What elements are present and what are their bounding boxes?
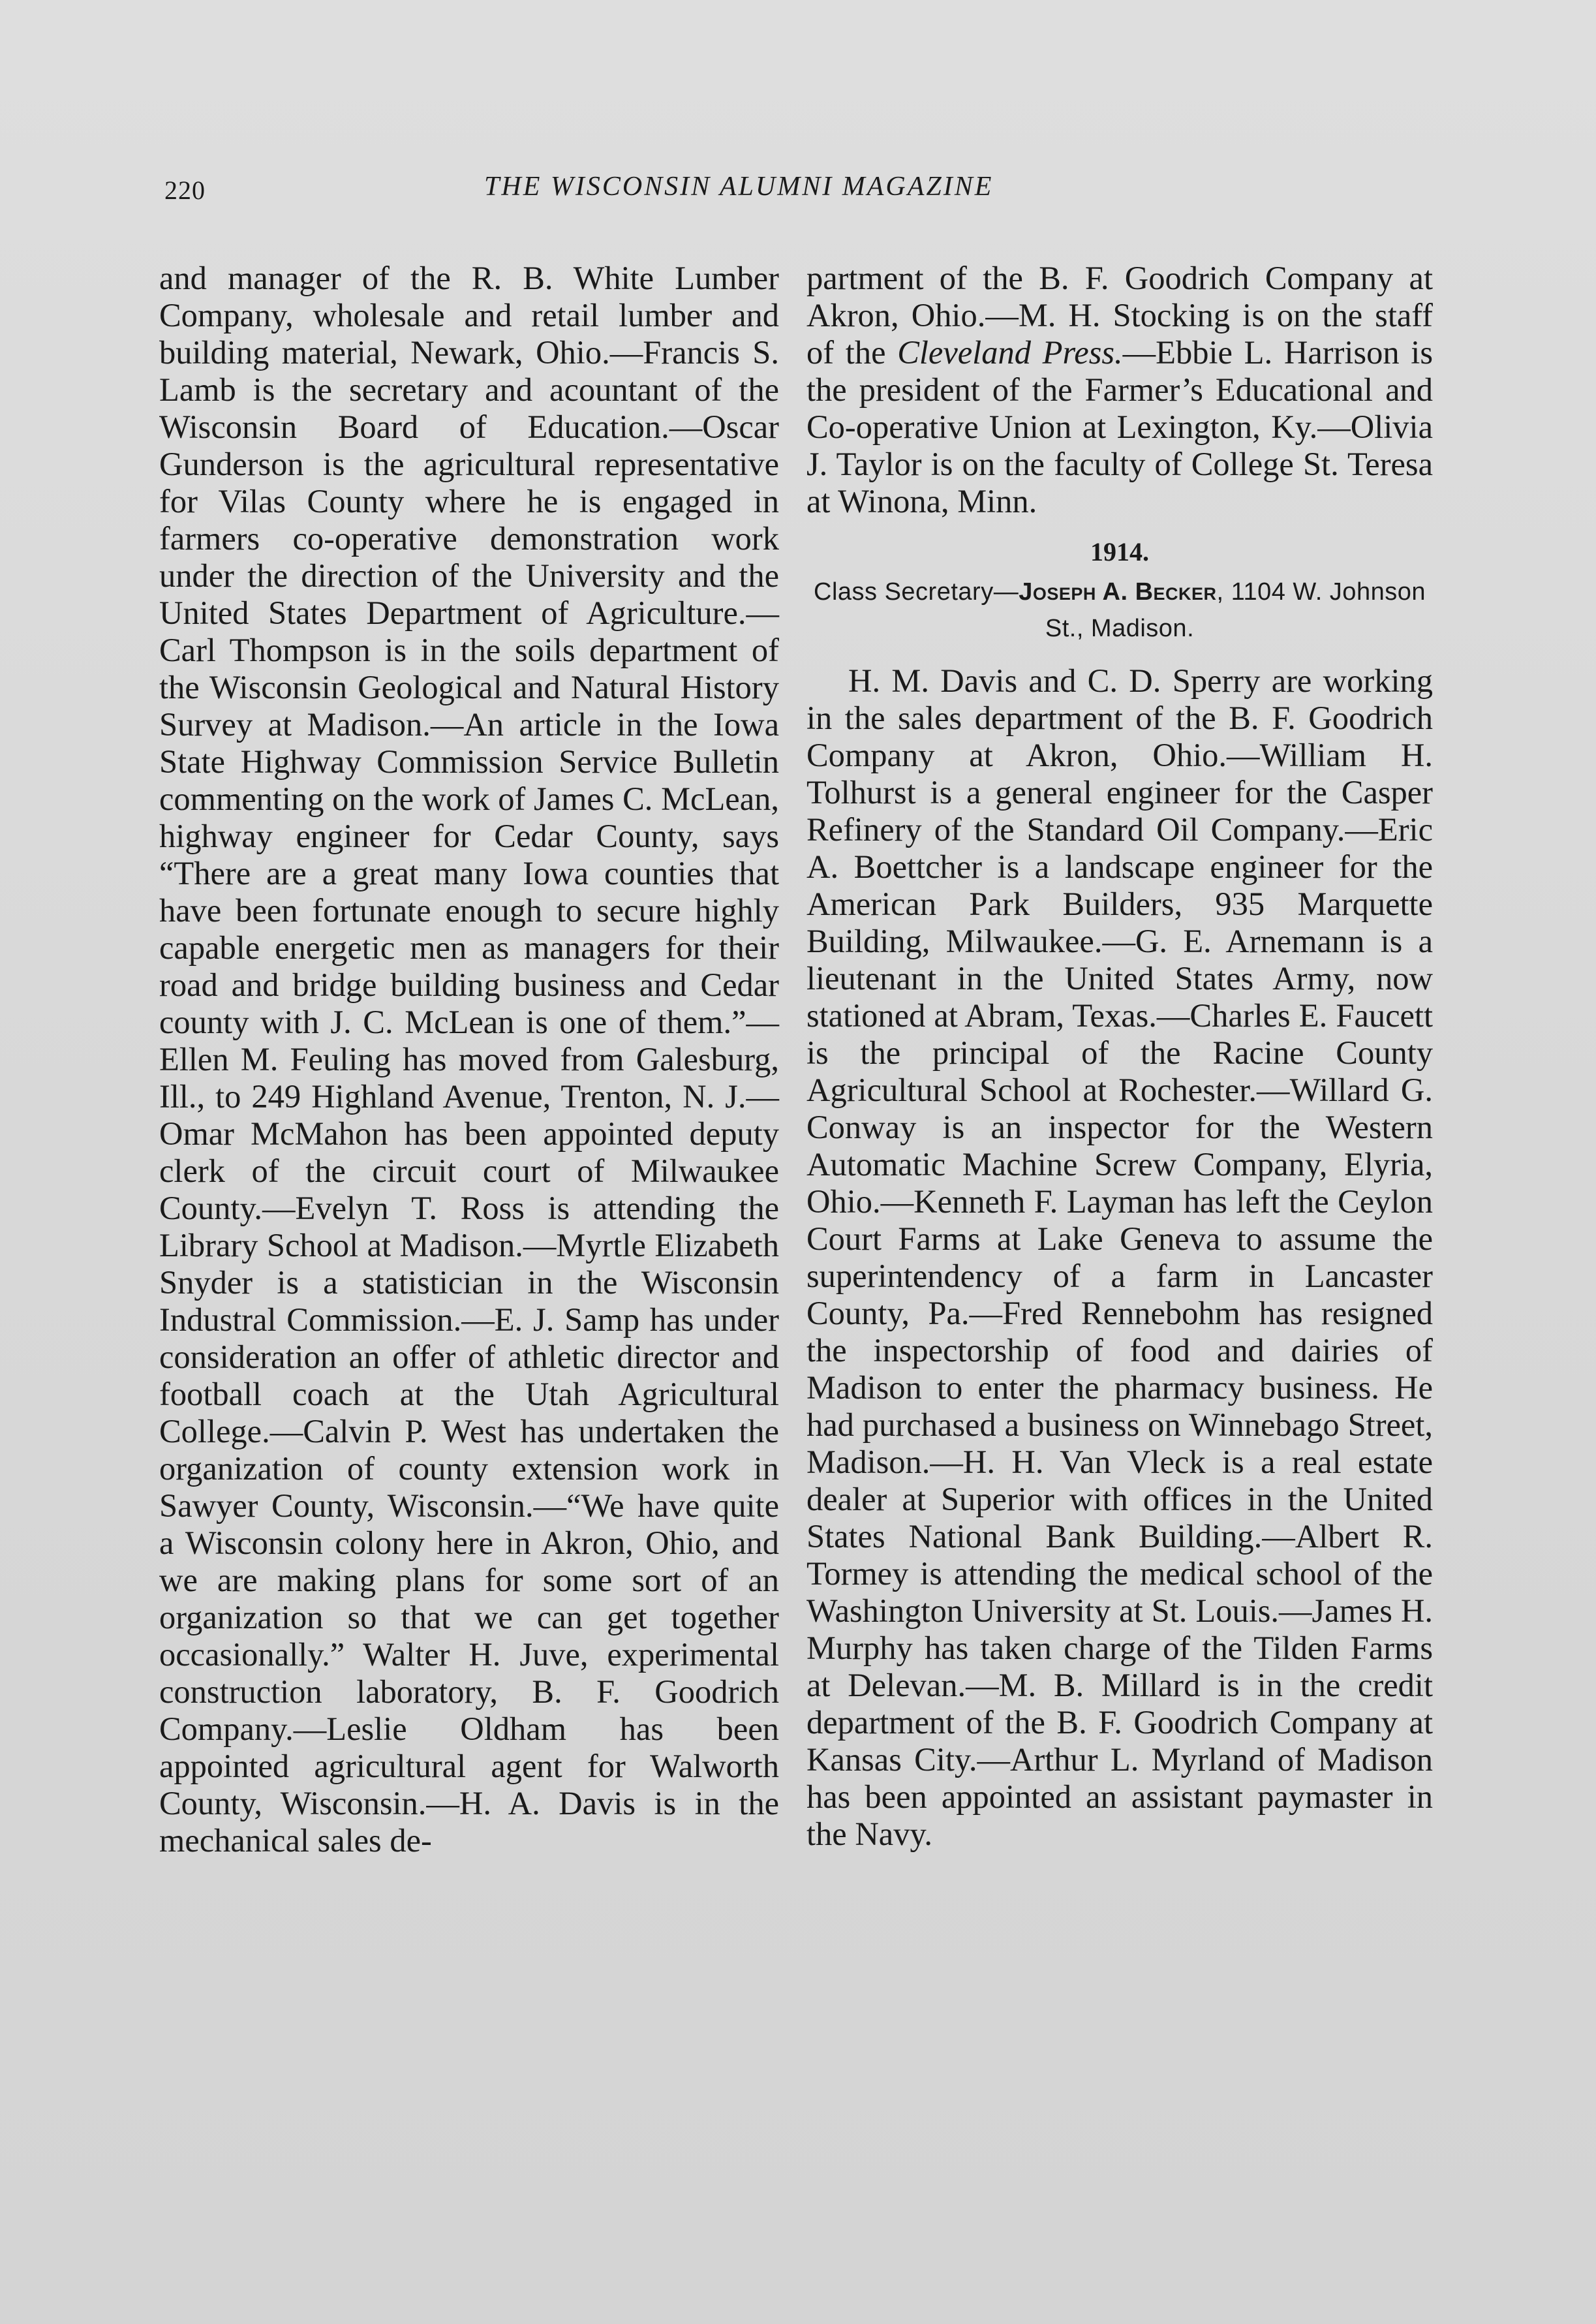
class-secretary-prefix: Class Secretary— xyxy=(814,578,1019,606)
right-column-para-1 xyxy=(806,260,1433,520)
class-year-heading: 1914. xyxy=(1090,537,1149,566)
left-column-text: and manager of the R. B. White Lumber Company, wholesale and retail lumber and building material, Newark, Ohio.—Francis S. Lamb is the secretary and acountant of the Wisconsin Board of Education.—Oscar Gunderson is the agricultural representative for Vilas County where he is engaged in farmers co-operative demonstration work under the direction of the University and the United States Department of Agriculture.—Carl Thompson is in the soils department of the Wisconsin Geological and Natural History Survey at Madison.—An article in the Iowa State Highway Commission Service Bulletin commenting on the work of James C. McLean, highway engineer for Cedar County, says “There are a great many Iowa counties that have been fortunate enough to secure highly capable energetic men as managers for their road and bridge building business and Cedar county with J. C. McLean is one of them.”—Ellen M. Feuling has moved from Galesburg, Ill., to 249 Highland Avenue, Trenton, N. J.—Omar McMahon has been appointed deputy clerk of the circuit court of Milwaukee County.—Evelyn T. Ross is attending the Library School at Madison.—Myrtle Elizabeth Snyder is a statistician in the Wisconsin Industral Commission.—E. J. Samp has under consideration an offer of athletic director and football coach at the Utah Agricultural College.—Calvin P. West has undertaken the organization of county extension work in Sawyer County, Wisconsin.—“We have quite a Wisconsin colony here in Akron, Ohio, and we are making plans for some sort of an organization so that we can get together occasionally.” Walter H. Juve, experimental construction laboratory, B. F. Goodrich Company.—Leslie Oldham has been appointed agricultural agent for Walworth County, Wisconsin.—H. A. Davis is in the mechanical sales de- xyxy=(159,260,779,1859)
class-secretary-name: Joseph A. Becker xyxy=(1019,578,1217,606)
magazine-title: THE WISCONSIN ALUMNI MAGAZINE xyxy=(484,172,994,202)
class-secretary-address: , 1104 W. Johnson St., Madison. xyxy=(1045,578,1426,642)
right-column xyxy=(806,260,1433,1853)
page-number: 220 xyxy=(164,176,206,205)
para1-text-before: partment of the B. F. Goodrich Company at Akron, Ohio.—M. H. Stocking is on the staff of the xyxy=(806,260,1433,371)
newspaper-name: Cleveland Press. xyxy=(897,334,1123,371)
para1-text-after: —Ebbie L. Harrison is the president of the Farmer’s Educational and Co-operative Union at Lexington, Ky.—Olivia J. Taylor is on the faculty of College St. Teresa at Winona, Minn. xyxy=(806,334,1433,519)
right-column-para-2: H. M. Davis and C. D. Sperry are working in the sales department of the B. F. Goodrich Company at Akron, Ohio.—William H. Tolhurst is a general engineer for the Casper Refinery of the Standard Oil Company.—Eric A. Boettcher is a landscape engineer for the American Park Builders, 935 Marquette Building, Milwaukee.—G. E. Arnemann is a lieutenant in the United States Army, now stationed at Abram, Texas.—Charles E. Faucett is the principal of the Racine County Agricultural School at Rochester.—Willard G. Conway is an inspector for the Western Automatic Machine Screw Company, Elyria, Ohio.—Kenneth F. Layman has left the Ceylon Court Farms at Lake Geneva to assume the superintendency of a farm in Lancaster County, Pa.—Fred Rennebohm has resigned the inspectorship of food and dairies of Madison to enter the pharmacy business. He had purchased a business on Winnebago Street, Madison.—H. H. Van Vleck is a real estate dealer at Superior with offices in the United States National Bank Building.—Albert R. Tormey is attending the medical school of the Washington University at St. Louis.—James H. Murphy has taken charge of the Tilden Farms at Delevan.—M. B. Millard is in the credit department of the B. F. Goodrich Company at Kansas City.—Arthur L. Myrland of Madison has been appointed an assistant paymaster in the Navy. xyxy=(806,662,1433,1852)
class-secretary-line xyxy=(806,574,1433,647)
left-column xyxy=(159,260,779,1859)
running-head xyxy=(164,171,1443,217)
